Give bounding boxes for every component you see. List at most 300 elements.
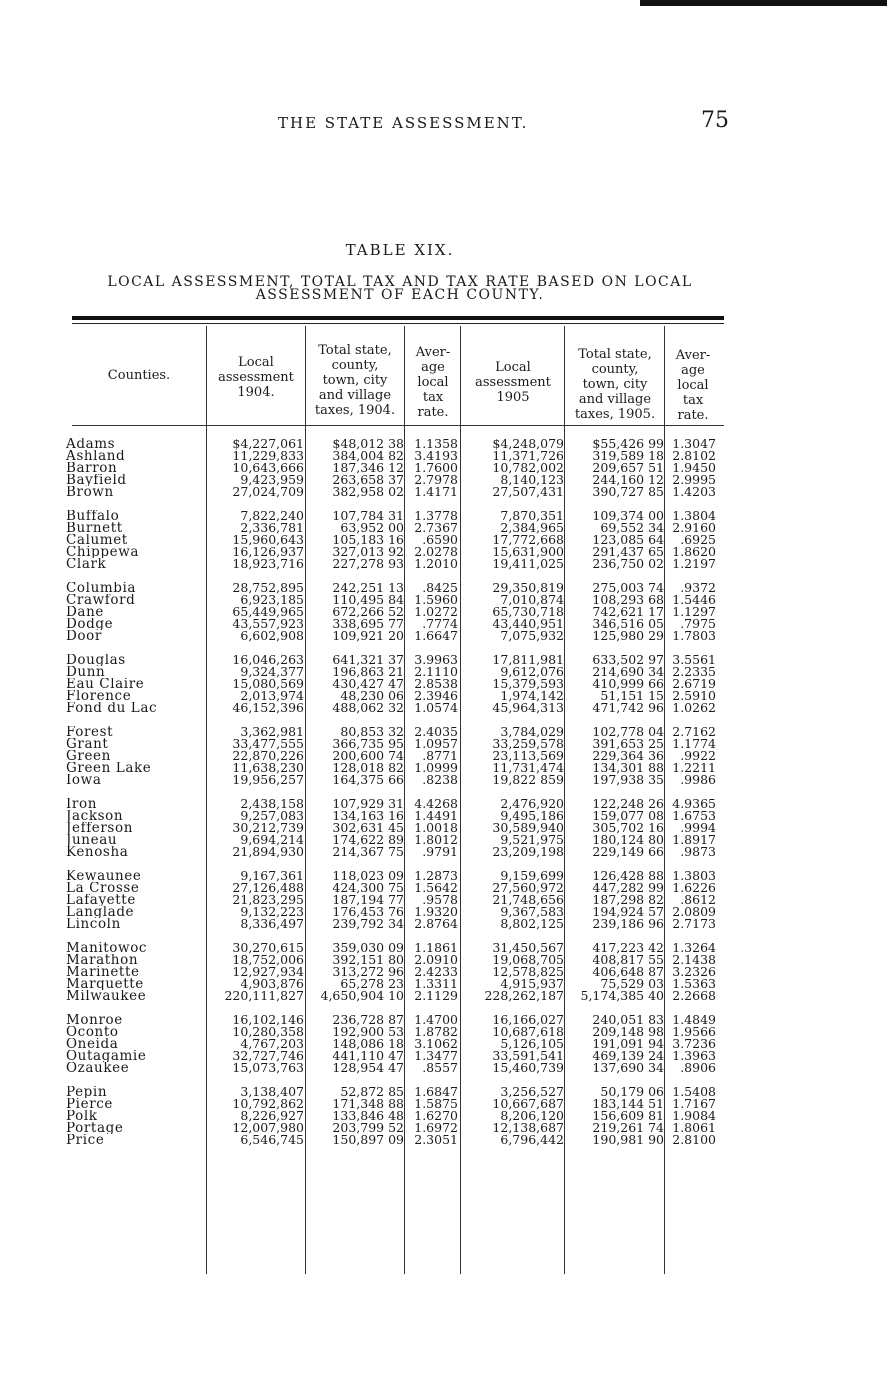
rate-1904: 1.2010 [414,556,458,571]
taxes-1905: 51,151 15 [600,688,664,703]
column-header-line: Total state, [578,347,652,362]
rate-1904: 1.6972 [414,1120,458,1135]
taxes-1904: 48,230 06 [340,688,404,703]
taxes-1905: 447,282 99 [592,880,664,895]
table-top-rule-thin [72,323,724,324]
taxes-1904: 313,272 96 [332,964,404,979]
taxes-1904: 196,863 21 [332,664,404,679]
rate-1904: 2.3946 [414,688,458,703]
column-header-line: taxes, 1904. [314,403,396,418]
assessment-1904: 9,694,214 [240,832,304,847]
assessment-1904: $4,227,061 [232,436,304,451]
assessment-1904: 46,152,396 [232,700,304,715]
table-row [0,1134,887,1146]
assessment-1904: 9,257,083 [240,808,304,823]
assessment-1905: 16,166,027 [492,1012,564,1027]
taxes-1904: 441,110 47 [332,1048,404,1063]
rate-1905: 1.3264 [672,940,716,955]
assessment-1904: 22,870,226 [232,748,304,763]
rate-1904: 2.8538 [414,676,458,691]
assessment-1905: 11,371,726 [492,448,564,463]
assessment-1904: 15,960,643 [232,532,304,547]
taxes-1904: 384,004 82 [332,448,404,463]
taxes-1904: 80,853 32 [340,724,404,739]
taxes-1904: 105,183 16 [332,532,404,547]
taxes-1904: 424,300 75 [332,880,404,895]
taxes-1904: 107,784 31 [332,508,404,523]
taxes-1904: 239,792 34 [332,916,404,931]
county-name: Forest [66,726,114,738]
rate-1904: 2.4035 [414,724,458,739]
taxes-1905: 5,174,385 40 [580,988,664,1003]
taxes-1904: 128,018 82 [332,760,404,775]
column-header [306,343,404,418]
rate-1904: 1.1861 [414,940,458,955]
assessment-1904: 12,007,980 [232,1120,304,1135]
taxes-1905: $55,426 99 [592,436,664,451]
rate-1905: 2.1438 [672,952,716,967]
rate-1904: 1.0272 [414,604,458,619]
rate-1905: .9922 [680,748,716,763]
assessment-1905: 23,209,198 [492,844,564,859]
running-title: THE STATE ASSESSMENT. [278,114,529,132]
taxes-1905: 69,552 34 [600,520,664,535]
county-name: Grant [66,738,109,750]
rate-1904: 3.1062 [414,1036,458,1051]
taxes-1904: 52,872 85 [340,1084,404,1099]
county-group [0,942,887,1002]
taxes-1904: 242,251 13 [332,580,404,595]
rate-1904: 1.4700 [414,1012,458,1027]
rate-1905: 1.7803 [672,628,716,643]
taxes-1905: 191,091 94 [592,1036,664,1051]
subtitle-line: LOCAL ASSESSMENT, TOTAL TAX AND TAX RATE BASED ON LOCAL [107,274,693,290]
county-group [0,870,887,930]
assessment-1905: 19,411,025 [492,556,564,571]
rate-1904: 2.7978 [414,472,458,487]
taxes-1905: 742,621 17 [592,604,664,619]
rate-1905: 2.7173 [672,916,716,931]
top-edge-rule [640,0,887,6]
rate-1904: .8557 [422,1060,458,1075]
county-name: Adams [66,438,116,450]
county-group [0,1014,887,1074]
taxes-1904: 4,650,904 10 [320,988,404,1003]
rate-1904: 4.4268 [414,796,458,811]
rate-1904: 3.9963 [414,652,458,667]
assessment-1904: 6,923,185 [240,592,304,607]
column-header-line: tax [422,390,444,405]
table-body [0,438,887,1158]
taxes-1905: 209,657 51 [592,460,664,475]
rate-1905: 1.3803 [672,868,716,883]
assessment-1905: 45,964,313 [492,700,564,715]
assessment-1904: 3,362,981 [240,724,304,739]
rate-1905: 2.2668 [672,988,716,1003]
assessment-1905: 19,068,705 [492,952,564,967]
assessment-1905: 3,256,527 [500,1084,564,1099]
column-header-line: and village [318,388,392,403]
rate-1905: 2.8100 [672,1132,716,1147]
taxes-1904: 488,062 32 [332,700,404,715]
assessment-1905: 8,802,125 [500,916,564,931]
taxes-1904: 148,086 18 [332,1036,404,1051]
column-header-line: local [677,378,709,393]
rate-1904: .9791 [422,844,458,859]
rate-1905: 1.4849 [672,1012,716,1027]
rate-1904: 1.8012 [414,832,458,847]
county-name: Green Lake [66,762,152,774]
county-name: Calumet [66,534,128,546]
taxes-1904: 672,266 52 [332,604,404,619]
rate-1905: 2.5910 [672,688,716,703]
rate-1905: 3.2326 [672,964,716,979]
taxes-1905: 50,179 06 [600,1084,664,1099]
rate-1905: 1.3047 [672,436,716,451]
taxes-1904: 327,013 92 [332,544,404,559]
assessment-1905: 4,915,937 [500,976,564,991]
county-name: Marquette [66,978,144,990]
county-group [0,438,887,498]
county-group [0,582,887,642]
assessment-1905: 31,450,567 [492,940,564,955]
assessment-1905: 9,367,583 [500,904,564,919]
county-name: Eau Claire [66,678,145,690]
rate-1905: 2.2335 [672,664,716,679]
rate-1905: 1.5363 [672,976,716,991]
county-group [0,726,887,786]
column-header-line: county, [591,362,639,377]
column-header-line: Aver- [675,348,711,363]
assessment-1904: 9,324,377 [240,664,304,679]
rate-1904: .8238 [422,772,458,787]
county-name: Dodge [66,618,114,630]
rate-1904: 1.0957 [414,736,458,751]
rate-1905: .8906 [680,1060,716,1075]
assessment-1904: 220,111,827 [224,988,304,1003]
assessment-1905: 29,350,819 [492,580,564,595]
column-header-line: town, city [322,373,388,388]
column-header-line: Aver- [415,345,451,360]
county-name: Outagamie [66,1050,147,1062]
assessment-1905: 27,507,431 [492,484,564,499]
rate-1905: 1.8061 [672,1120,716,1135]
table-row [0,702,887,714]
assessment-1904: 8,226,927 [240,1108,304,1123]
rate-1904: 1.2873 [414,868,458,883]
assessment-1905: 9,521,975 [500,832,564,847]
taxes-1904: 174,622 89 [332,832,404,847]
assessment-1904: 6,602,908 [240,628,304,643]
rate-1905: 1.5446 [672,592,716,607]
rate-1905: 2.9160 [672,520,716,535]
assessment-1905: 15,631,900 [492,544,564,559]
county-name: Langlade [66,906,135,918]
taxes-1904: 134,163 16 [332,808,404,823]
taxes-1904: 110,495 84 [332,592,404,607]
taxes-1905: 214,690 34 [592,664,664,679]
rate-1904: .9578 [422,892,458,907]
taxes-1904: 338,695 77 [332,616,404,631]
column-header-line: Counties. [107,368,171,383]
taxes-1905: 406,648 87 [592,964,664,979]
taxes-1904: 176,453 76 [332,904,404,919]
county-name: Crawford [66,594,136,606]
taxes-1905: 197,938 35 [592,772,664,787]
assessment-1905: 17,772,668 [492,532,564,547]
assessment-1905: 3,784,029 [500,724,564,739]
county-group [0,654,887,714]
rate-1905: 1.7167 [672,1096,716,1111]
county-name: Clark [66,558,107,570]
column-header-line: local [417,375,449,390]
county-group [0,798,887,858]
assessment-1904: 33,477,555 [232,736,304,751]
column-header [462,360,564,405]
county-name: Oconto [66,1026,119,1038]
assessment-1904: 10,280,358 [232,1024,304,1039]
taxes-1905: 408,817 55 [592,952,664,967]
rate-1905: .8612 [680,892,716,907]
taxes-1904: 164,375 66 [332,772,404,787]
taxes-1905: 123,085 64 [592,532,664,547]
taxes-1904: 392,151 80 [332,952,404,967]
taxes-1904: 236,728 87 [332,1012,404,1027]
assessment-1904: 16,046,263 [232,652,304,667]
assessment-1905: 15,379,593 [492,676,564,691]
county-name: Juneau [66,834,118,846]
rate-1905: 1.3963 [672,1048,716,1063]
rate-1904: 1.3778 [414,508,458,523]
county-name: Iron [66,798,98,810]
county-name: Monroe [66,1014,123,1026]
county-name: Marinette [66,966,140,978]
assessment-1905: 6,796,442 [500,1132,564,1147]
rate-1904: 1.0999 [414,760,458,775]
table-row [0,990,887,1002]
taxes-1905: 229,364 36 [592,748,664,763]
rate-1904: 1.9320 [414,904,458,919]
county-name: Jackson [66,810,124,822]
column-header-line: 1905 [496,390,530,405]
column-header-line: rate. [417,405,449,420]
county-name: Brown [66,486,114,498]
assessment-1905: 9,612,076 [500,664,564,679]
taxes-1904: 366,735 95 [332,736,404,751]
rate-1905: 1.5408 [672,1084,716,1099]
rate-1904: 1.5960 [414,592,458,607]
table-row [0,1062,887,1074]
column-header [666,348,720,423]
rate-1905: 1.8620 [672,544,716,559]
column-header [72,368,206,383]
rate-1904: 1.3477 [414,1048,458,1063]
taxes-1905: 229,149 66 [592,844,664,859]
assessment-1905: $4,248,079 [492,436,564,451]
assessment-1905: 1,974,142 [500,688,564,703]
rate-1904: 1.3311 [414,976,458,991]
rate-1904: 2.3051 [414,1132,458,1147]
taxes-1904: 128,954 47 [332,1060,404,1075]
county-name: Portage [66,1122,124,1134]
taxes-1904: 359,030 09 [332,940,404,955]
taxes-1905: 194,924 57 [592,904,664,919]
taxes-1904: 187,346 12 [332,460,404,475]
assessment-1905: 2,476,920 [500,796,564,811]
rate-1904: 2.1110 [414,664,458,679]
taxes-1904: 107,929 31 [332,796,404,811]
rate-1905: 2.7162 [672,724,716,739]
rate-1904: 2.7367 [414,520,458,535]
rate-1905: .9873 [680,844,716,859]
county-name: Florence [66,690,132,702]
assessment-1904: 2,336,781 [240,520,304,535]
taxes-1904: 382,958 02 [332,484,404,499]
county-name: Door [66,630,102,642]
taxes-1904: 65,278 23 [340,976,404,991]
taxes-1904: 192,900 53 [332,1024,404,1039]
rate-1904: 1.4491 [414,808,458,823]
assessment-1904: 4,903,876 [240,976,304,991]
rate-1905: 1.4203 [672,484,716,499]
assessment-1904: 43,557,923 [232,616,304,631]
county-name: Douglas [66,654,126,666]
assessment-1904: 11,638,230 [232,760,304,775]
taxes-1904: 200,600 74 [332,748,404,763]
county-name: Lincoln [66,918,121,930]
taxes-1904: 63,952 00 [340,520,404,535]
taxes-1905: 319,589 18 [592,448,664,463]
taxes-1905: 183,144 51 [592,1096,664,1111]
assessment-1904: 9,423,959 [240,472,304,487]
rate-1904: 2.8764 [414,916,458,931]
taxes-1905: 109,374 00 [592,508,664,523]
rate-1904: 1.6270 [414,1108,458,1123]
column-header-line: assessment [475,375,551,390]
taxes-1905: 219,261 74 [592,1120,664,1135]
assessment-1905: 30,589,940 [492,820,564,835]
county-name: Barron [66,462,118,474]
rate-1905: .6925 [680,532,716,547]
taxes-1905: 239,186 96 [592,916,664,931]
assessment-1904: 9,132,223 [240,904,304,919]
assessment-1905: 5,126,105 [500,1036,564,1051]
county-name: La Crosse [66,882,140,894]
taxes-1904: 109,921 20 [332,628,404,643]
rate-1905: 1.6226 [672,880,716,895]
county-name: Dane [66,606,104,618]
assessment-1905: 7,870,351 [500,508,564,523]
column-header-line: Local [238,355,274,370]
county-name: Iowa [66,774,102,786]
rate-1904: 3.4193 [414,448,458,463]
table-title: TABLE XIX. [345,241,455,259]
assessment-1904: 2,013,974 [240,688,304,703]
table-row [0,558,887,570]
rate-1904: .8771 [422,748,458,763]
rate-1904: 2.1129 [414,988,458,1003]
taxes-1904: 133,846 48 [332,1108,404,1123]
column-header [406,345,460,420]
taxes-1905: 291,437 65 [592,544,664,559]
taxes-1905: 108,293 68 [592,592,664,607]
assessment-1905: 65,730,718 [492,604,564,619]
assessment-1904: 4,767,203 [240,1036,304,1051]
rate-1904: 1.6847 [414,1084,458,1099]
rate-1905: 1.9566 [672,1024,716,1039]
rate-1904: 1.5875 [414,1096,458,1111]
county-group [0,510,887,570]
county-name: Buffalo [66,510,120,522]
rate-1904: 1.1358 [414,436,458,451]
county-name: Kenosha [66,846,129,858]
rate-1905: 1.9084 [672,1108,716,1123]
rate-1904: 1.0574 [414,700,458,715]
taxes-1905: 275,003 74 [592,580,664,595]
header-divider [72,425,724,426]
rate-1904: 1.8782 [414,1024,458,1039]
taxes-1904: $48,012 38 [332,436,404,451]
taxes-1905: 137,690 34 [592,1060,664,1075]
assessment-1904: 27,126,488 [232,880,304,895]
column-header-line: Local [495,360,531,375]
county-name: Jefferson [66,822,133,834]
assessment-1904: 15,080,569 [232,676,304,691]
assessment-1905: 23,113,569 [492,748,564,763]
county-name: Chippewa [66,546,140,558]
rate-1904: 2.4233 [414,964,458,979]
county-name: Green [66,750,111,762]
taxes-1905: 125,980 29 [592,628,664,643]
page-number: 75 [701,108,729,133]
rate-1905: 1.9450 [672,460,716,475]
taxes-1905: 346,516 05 [592,616,664,631]
assessment-1905: 21,748,656 [492,892,564,907]
rate-1905: 1.2197 [672,556,716,571]
taxes-1905: 75,529 03 [600,976,664,991]
county-name: Pierce [66,1098,113,1110]
assessment-1905: 10,687,618 [492,1024,564,1039]
assessment-1905: 10,667,687 [492,1096,564,1111]
assessment-1904: 27,024,709 [232,484,304,499]
taxes-1905: 180,124 80 [592,832,664,847]
assessment-1905: 10,782,002 [492,460,564,475]
table-top-rule [72,316,724,320]
assessment-1904: 8,336,497 [240,916,304,931]
rate-1904: .7774 [422,616,458,631]
column-header-line: town, city [582,377,648,392]
taxes-1905: 244,160 12 [592,472,664,487]
county-name: Ashland [66,450,126,462]
table-row [0,918,887,930]
assessment-1905: 12,578,825 [492,964,564,979]
assessment-1904: 10,643,666 [232,460,304,475]
assessment-1905: 7,010,874 [500,592,564,607]
assessment-1904: 11,229,833 [232,448,304,463]
rate-1904: 1.6647 [414,628,458,643]
assessment-1905: 43,440,951 [492,616,564,631]
rate-1905: 1.2211 [672,760,716,775]
table-row [0,846,887,858]
assessment-1904: 21,823,295 [232,892,304,907]
rate-1905: .9372 [680,580,716,595]
taxes-1904: 302,631 45 [332,820,404,835]
county-name: Kewaunee [66,870,142,882]
table-row [0,486,887,498]
assessment-1904: 2,438,158 [240,796,304,811]
assessment-1904: 16,126,937 [232,544,304,559]
assessment-1904: 65,449,965 [232,604,304,619]
